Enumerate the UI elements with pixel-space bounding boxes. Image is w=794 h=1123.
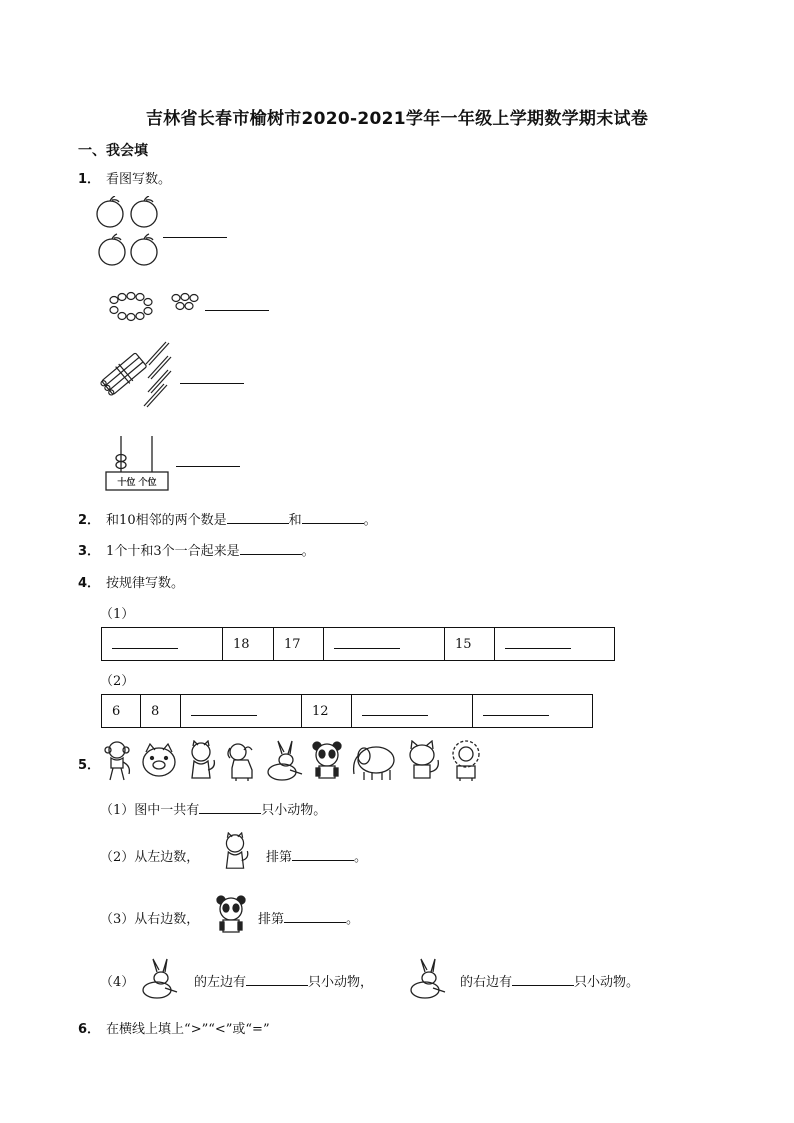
- rabbit-icon: [404, 958, 450, 1000]
- answer-blank[interactable]: [512, 973, 574, 986]
- question-number: 2．: [78, 513, 101, 528]
- apple-icon: [94, 196, 164, 268]
- table-cell[interactable]: [352, 695, 473, 728]
- pig-icon: [140, 740, 178, 782]
- question-5-part-3-answer: [258, 908, 359, 927]
- question-text: 在横线上填上“>”“<”或“=”: [106, 1022, 270, 1037]
- answer-blank[interactable]: [505, 636, 571, 649]
- question-4: [78, 572, 184, 591]
- question-text: 。: [346, 912, 360, 927]
- cat-icon: [184, 740, 218, 782]
- question-number: 3．: [78, 544, 101, 559]
- answer-blank[interactable]: [199, 801, 261, 814]
- question-3: [78, 540, 315, 559]
- answer-blank[interactable]: [112, 636, 178, 649]
- sequence-table-1: [101, 627, 615, 661]
- table-cell: 6: [102, 695, 141, 728]
- question-text: （4）: [100, 975, 135, 990]
- question-number: 1．: [78, 172, 101, 187]
- question-5-part-3: [100, 908, 199, 927]
- question-text: 按规律写数。: [106, 576, 185, 591]
- question-text: 和: [288, 513, 302, 528]
- part-label: （2）: [100, 674, 135, 689]
- answer-blank[interactable]: [240, 542, 302, 555]
- question-5-part-4-right: [460, 971, 639, 990]
- beads-image: [106, 290, 202, 324]
- answer-blank[interactable]: [246, 973, 308, 986]
- place-value-label: 十位 个位: [117, 478, 157, 488]
- answer-blank[interactable]: [334, 636, 400, 649]
- answer-blank[interactable]: [284, 910, 346, 923]
- answer-blank[interactable]: [227, 511, 289, 524]
- table-cell[interactable]: [495, 628, 615, 661]
- table-cell: 15: [445, 628, 495, 661]
- sequence-table-2: [101, 694, 593, 728]
- animal-row: [100, 740, 484, 782]
- answer-blank[interactable]: [163, 237, 227, 238]
- table-cell: 18: [223, 628, 274, 661]
- table-cell[interactable]: [324, 628, 445, 661]
- table-cell: 12: [302, 695, 352, 728]
- question-text: 只小动物。: [261, 803, 327, 818]
- question-5-part-4-left: [194, 971, 373, 990]
- sticks-image: [94, 340, 174, 416]
- table-cell[interactable]: [181, 695, 302, 728]
- question-number: 4．: [78, 576, 101, 591]
- answer-blank[interactable]: [180, 383, 244, 384]
- panda-icon: [310, 740, 344, 782]
- question-number: 6．: [78, 1022, 101, 1037]
- table-cell[interactable]: [473, 695, 593, 728]
- rabbit-icon: [136, 958, 182, 1000]
- lion-icon: [448, 740, 484, 782]
- question-text: 。: [354, 850, 368, 865]
- question-text: 和10相邻的两个数是: [106, 513, 227, 528]
- answer-blank[interactable]: [292, 848, 354, 861]
- question-text: 只小动物。: [574, 975, 640, 990]
- answer-blank[interactable]: [176, 466, 240, 467]
- question-5-part-1: [100, 799, 326, 818]
- apples-image: [94, 196, 164, 268]
- question-text: 看图写数。: [106, 172, 172, 187]
- question-1: [78, 168, 171, 187]
- section-heading: 一、我会填: [78, 143, 148, 159]
- question-text: （2）从左边数，: [100, 850, 200, 865]
- answer-blank[interactable]: [302, 511, 364, 524]
- abacus-image: [104, 434, 172, 492]
- answer-blank[interactable]: [191, 703, 257, 716]
- question-text: 的左边有: [194, 975, 247, 990]
- question-text: 。: [363, 513, 377, 528]
- question-text: （1）图中一共有: [100, 803, 200, 818]
- question-text: 排第: [258, 912, 285, 927]
- table-cell: 17: [274, 628, 324, 661]
- question-5-part-4: [100, 971, 134, 990]
- question-text: （3）从右边数，: [100, 912, 200, 927]
- table-cell[interactable]: [102, 628, 223, 661]
- question-text: 。: [301, 544, 315, 559]
- cat-icon: [218, 832, 252, 872]
- dog-icon: [224, 740, 258, 782]
- answer-blank[interactable]: [483, 703, 549, 716]
- question-text: 1个十和3个一合起来是: [106, 544, 240, 559]
- answer-blank[interactable]: [362, 703, 428, 716]
- panda-icon: [214, 894, 248, 936]
- question-2: [78, 509, 377, 528]
- monkey-icon: [100, 740, 134, 782]
- answer-blank[interactable]: [205, 310, 269, 311]
- part-label: （1）: [100, 607, 135, 622]
- question-5-part-2-answer: [266, 846, 367, 865]
- question-5-part-2: [100, 846, 199, 865]
- question-6: [78, 1018, 270, 1037]
- question-text: 排第: [266, 850, 293, 865]
- rabbit-icon: [264, 740, 304, 782]
- table-cell: 8: [141, 695, 181, 728]
- cat2-icon: [404, 740, 442, 782]
- question-number: 5．: [78, 758, 101, 773]
- question-text: 只小动物，: [308, 975, 374, 990]
- page-title: 吉林省长春市榆树市2020-2021学年一年级上学期数学期末试卷: [145, 109, 649, 129]
- question-text: 的右边有: [460, 975, 513, 990]
- elephant-icon: [350, 740, 398, 782]
